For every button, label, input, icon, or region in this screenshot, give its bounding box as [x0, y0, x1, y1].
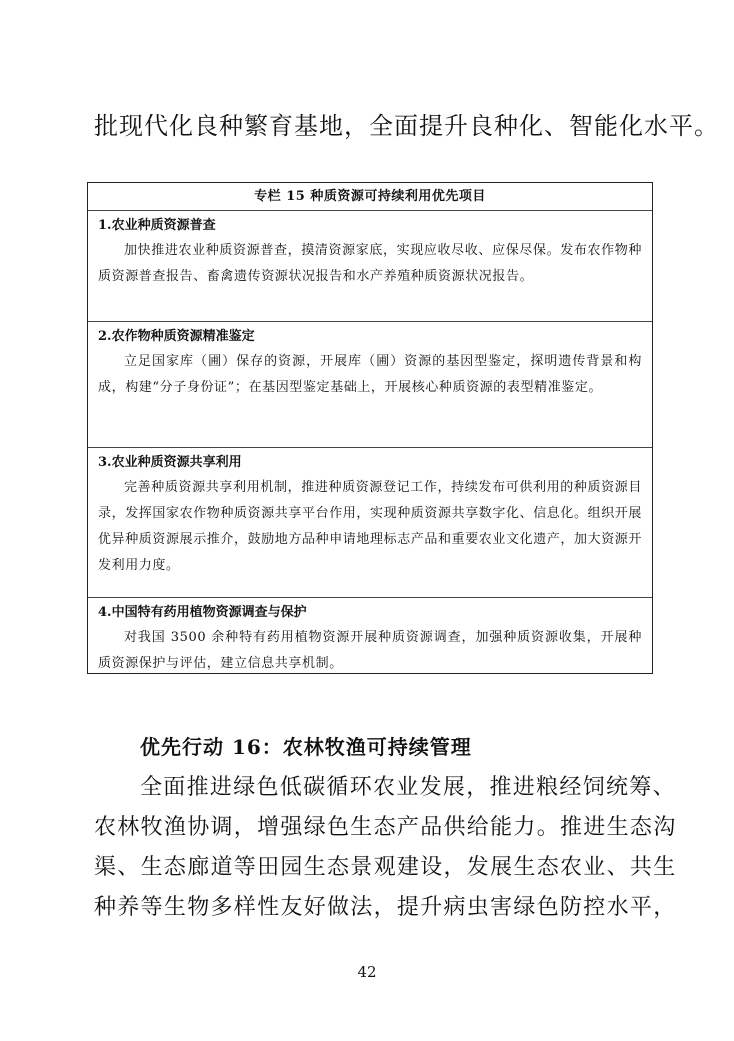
paragraph-line: 种养等生物多样性友好做法，提升病虫害绿色防控水平， — [94, 895, 677, 920]
section-text: 完善种质资源共享利用机制，推进种质资源登记工作，持续发布可供利用的种质资源目录，发挥国家农作物种质资源共享平台作用，实现种质资源共享数字化、信息化。组织开展优异种质资源展示推介，鼓励地方品种申请地理标志产品和重要农业文化遗产，加大资源开发利用力度。 — [98, 480, 643, 573]
section-text: 加快推进农业种质资源普查，摸清资源家底，实现应收尽收、应保尽保。发布农作物种质资源普查报告、畜禽遗传资源状况报告和水产养殖种质资源状况报告。 — [98, 243, 642, 284]
box-section — [88, 322, 652, 448]
lead-line: 批现代化良种繁育基地，全面提升良种化、智能化水平。 — [94, 112, 719, 140]
section-text: 立足国家库（圃）保存的资源，开展库（圃）资源的基因型鉴定，探明遗传背景和构成，构建“分子身份证”；在基因型鉴定基础上，开展核心种质资源的表型精准鉴定。 — [98, 354, 642, 395]
section-heading: 1.农业种质资源普查 — [98, 218, 216, 233]
section-heading: 3.农业种质资源共享利用 — [98, 455, 242, 470]
paragraph-line: 全面推进绿色低碳循环农业发展，推进粮经饲统筹、 — [140, 775, 676, 800]
feature-box — [87, 182, 653, 674]
box-section — [88, 211, 652, 322]
page-number: 42 — [357, 963, 377, 981]
body-paragraph — [94, 768, 677, 928]
paragraph-line: 农林牧渔协调，增强绿色生态产品供给能力。推进生态沟 — [94, 815, 677, 840]
box-title: 专栏 15 种质资源可持续利用优先项目 — [88, 183, 652, 211]
action-heading: 优先行动 16：农林牧渔可持续管理 — [140, 735, 472, 759]
section-text: 对我国 3500 余种特有药用植物资源开展种质资源调查，加强种质资源收集，开展种质资源保护与评估，建立信息共享机制。 — [98, 630, 642, 671]
section-heading: 2.农作物种质资源精准鉴定 — [98, 329, 255, 344]
box-section — [88, 598, 652, 674]
box-section — [88, 448, 652, 598]
paragraph-line: 渠、生态廊道等田园生态景观建设，发展生态农业、共生 — [94, 855, 677, 880]
section-heading: 4.中国特有药用植物资源调查与保护 — [98, 605, 307, 620]
